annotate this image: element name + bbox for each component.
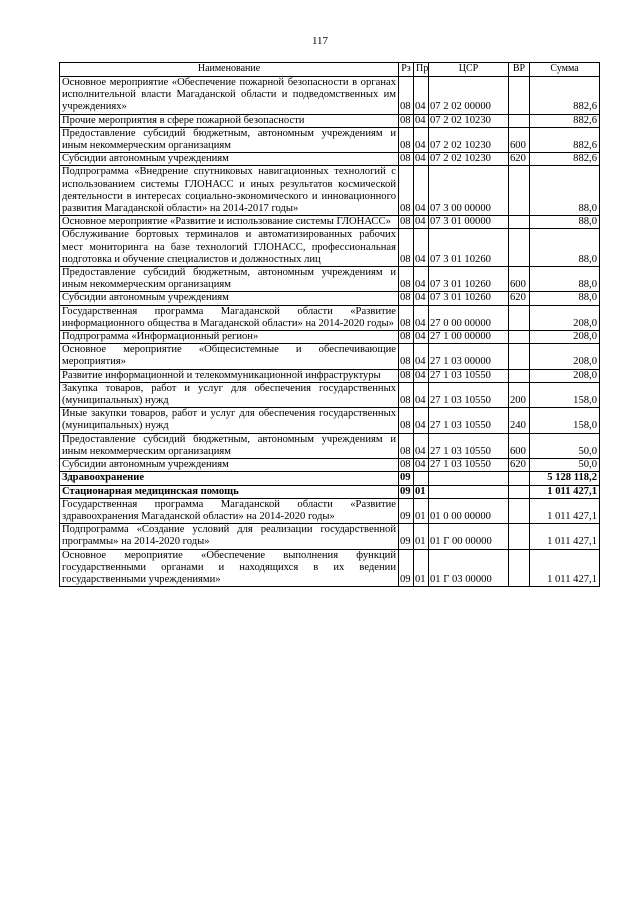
row-vr-cell [509,305,530,330]
header-vr: ВР [509,63,530,77]
row-pr-cell: 04 [414,267,429,292]
row-vr-cell [509,485,530,498]
row-sum-cell: 1 011 427,1 [530,524,600,549]
row-csr-cell: 07 2 02 00000 [429,77,509,115]
row-vr-cell: 200 [509,382,530,407]
header-pr: Пр [414,63,429,77]
row-name-cell: Основное мероприятие «Развитие и использование системы ГЛОНАСС» [60,216,399,229]
row-vr-cell: 240 [509,408,530,433]
row-rz-cell: 08 [399,166,414,216]
row-name-cell: Стационарная медицинская помощь [60,485,399,498]
table-row [60,433,600,458]
row-csr-cell: 01 0 00 00000 [429,498,509,523]
row-pr-cell: 04 [414,229,429,267]
table-row [60,408,600,433]
row-sum-cell: 158,0 [530,408,600,433]
row-name-cell: Предоставление субсидий бюджетным, автономным учреждениям и иным некоммерческим организациям [60,127,399,152]
row-vr-cell: 600 [509,127,530,152]
row-rz-cell: 08 [399,114,414,127]
row-sum-cell: 1 011 427,1 [530,549,600,587]
table-row [60,331,600,344]
row-pr-cell: 04 [414,382,429,407]
row-rz-cell: 08 [399,127,414,152]
header-rz: Рз [399,63,414,77]
row-csr-cell: 07 2 02 10230 [429,127,509,152]
table-row [60,498,600,523]
row-pr-cell: 04 [414,433,429,458]
row-name-cell: Закупка товаров, работ и услуг для обеспечения государственных (муниципальных) нужд [60,382,399,407]
row-name-cell: Обслуживание бортовых терминалов и автоматизированных рабочих мест мониторинга на базе технологий ГЛОНАСС, профессиональная подготовка и обучение специалистов и должностных лиц [60,229,399,267]
table-row [60,524,600,549]
row-csr-cell [429,472,509,485]
row-rz-cell: 08 [399,153,414,166]
table-row [60,472,600,485]
row-vr-cell [509,229,530,267]
row-sum-cell: 88,0 [530,166,600,216]
row-rz-cell: 08 [399,344,414,369]
table-row [60,382,600,407]
row-csr-cell: 27 1 03 10550 [429,433,509,458]
row-csr-cell: 07 3 01 10260 [429,292,509,305]
table-header-row [60,63,600,77]
row-vr-cell: 620 [509,459,530,472]
row-csr-cell: 07 2 02 10230 [429,153,509,166]
table-row [60,166,600,216]
row-sum-cell: 882,6 [530,77,600,115]
row-name-cell: Подпрограмма «Создание условий для реализации государственной программы» на 2014-2020 годы» [60,524,399,549]
row-vr-cell [509,524,530,549]
row-sum-cell: 208,0 [530,305,600,330]
row-pr-cell: 04 [414,77,429,115]
row-csr-cell: 27 1 00 00000 [429,331,509,344]
table-row [60,127,600,152]
row-vr-cell [509,114,530,127]
row-rz-cell: 09 [399,485,414,498]
row-sum-cell: 882,6 [530,153,600,166]
row-sum-cell: 882,6 [530,127,600,152]
row-csr-cell: 01 Г 03 00000 [429,549,509,587]
row-csr-cell: 01 Г 00 00000 [429,524,509,549]
row-name-cell: Субсидии автономным учреждениям [60,153,399,166]
row-vr-cell [509,216,530,229]
row-csr-cell: 07 2 02 10230 [429,114,509,127]
row-rz-cell: 09 [399,472,414,485]
row-vr-cell [509,369,530,382]
table-row [60,369,600,382]
table-row [60,305,600,330]
row-rz-cell: 08 [399,433,414,458]
header-csr: ЦСР [429,63,509,77]
row-csr-cell: 27 1 03 00000 [429,344,509,369]
row-sum-cell: 1 011 427,1 [530,485,600,498]
table-row [60,77,600,115]
row-vr-cell [509,77,530,115]
row-pr-cell: 04 [414,305,429,330]
row-sum-cell: 1 011 427,1 [530,498,600,523]
row-csr-cell: 27 1 03 10550 [429,408,509,433]
table-row [60,292,600,305]
row-csr-cell: 07 3 01 10260 [429,229,509,267]
row-csr-cell: 07 3 01 10260 [429,267,509,292]
row-pr-cell: 04 [414,331,429,344]
row-name-cell: Иные закупки товаров, работ и услуг для обеспечения государственных (муниципальных) нужд [60,408,399,433]
row-rz-cell: 08 [399,408,414,433]
row-pr-cell: 04 [414,216,429,229]
table-row [60,216,600,229]
row-rz-cell: 08 [399,382,414,407]
row-sum-cell: 88,0 [530,229,600,267]
row-pr-cell: 01 [414,498,429,523]
row-name-cell: Основное мероприятие «Обеспечение пожарной безопасности в органах исполнительной власти Магаданской области и подведомственных им учреждениях» [60,77,399,115]
page-number: 117 [311,35,329,47]
row-pr-cell [414,472,429,485]
row-sum-cell: 158,0 [530,382,600,407]
row-pr-cell: 04 [414,166,429,216]
row-rz-cell: 09 [399,549,414,587]
row-pr-cell: 04 [414,408,429,433]
row-csr-cell: 27 1 03 10550 [429,369,509,382]
row-pr-cell: 04 [414,153,429,166]
row-sum-cell: 208,0 [530,344,600,369]
table-row [60,459,600,472]
row-rz-cell: 08 [399,229,414,267]
row-sum-cell: 5 128 118,2 [530,472,600,485]
table-row [60,344,600,369]
row-pr-cell: 01 [414,524,429,549]
row-pr-cell: 04 [414,114,429,127]
row-name-cell: Основное мероприятие «Обеспечение выполнения функций государственными органами и находящихся в их ведении государственными учреждениями» [60,549,399,587]
row-csr-cell [429,485,509,498]
row-csr-cell: 07 3 00 00000 [429,166,509,216]
row-vr-cell [509,344,530,369]
row-pr-cell: 04 [414,292,429,305]
row-sum-cell: 88,0 [530,292,600,305]
row-name-cell: Развитие информационной и телекоммуникационной инфраструктуры [60,369,399,382]
row-name-cell: Здравоохранение [60,472,399,485]
row-name-cell: Подпрограмма «Информационный регион» [60,331,399,344]
row-vr-cell [509,166,530,216]
row-csr-cell: 27 1 03 10550 [429,459,509,472]
row-rz-cell: 08 [399,369,414,382]
row-name-cell: Предоставление субсидий бюджетным, автономным учреждениям и иным некоммерческим организациям [60,267,399,292]
table-row [60,485,600,498]
table-row [60,267,600,292]
table-row [60,229,600,267]
row-vr-cell: 620 [509,292,530,305]
row-csr-cell: 27 0 00 00000 [429,305,509,330]
row-vr-cell [509,549,530,587]
row-pr-cell: 04 [414,459,429,472]
budget-table [59,62,600,587]
row-name-cell: Основное мероприятие «Общесистемные и обеспечивающие мероприятия» [60,344,399,369]
row-name-cell: Государственная программа Магаданской области «Развитие здравоохранения Магаданской области» на 2014-2020 годы» [60,498,399,523]
row-sum-cell: 88,0 [530,216,600,229]
row-rz-cell: 08 [399,77,414,115]
row-rz-cell: 08 [399,216,414,229]
row-name-cell: Субсидии автономным учреждениям [60,292,399,305]
row-rz-cell: 08 [399,292,414,305]
row-name-cell: Предоставление субсидий бюджетным, автономным учреждениям и иным некоммерческим организациям [60,433,399,458]
row-pr-cell: 01 [414,549,429,587]
row-pr-cell: 01 [414,485,429,498]
row-rz-cell: 08 [399,459,414,472]
row-csr-cell: 27 1 03 10550 [429,382,509,407]
row-vr-cell: 620 [509,153,530,166]
row-name-cell: Государственная программа Магаданской области «Развитие информационного общества в Магаданской области» на 2014-2020 годы» [60,305,399,330]
row-rz-cell: 08 [399,267,414,292]
row-csr-cell: 07 3 01 00000 [429,216,509,229]
row-rz-cell: 08 [399,331,414,344]
row-sum-cell: 50,0 [530,459,600,472]
row-vr-cell [509,472,530,485]
row-vr-cell: 600 [509,433,530,458]
table-row [60,153,600,166]
row-pr-cell: 04 [414,344,429,369]
row-sum-cell: 208,0 [530,331,600,344]
row-vr-cell [509,331,530,344]
row-sum-cell: 50,0 [530,433,600,458]
row-rz-cell: 09 [399,524,414,549]
row-sum-cell: 208,0 [530,369,600,382]
row-sum-cell: 882,6 [530,114,600,127]
row-rz-cell: 09 [399,498,414,523]
header-sum: Сумма [530,63,600,77]
row-rz-cell: 08 [399,305,414,330]
row-name-cell: Прочие мероприятия в сфере пожарной безопасности [60,114,399,127]
row-pr-cell: 04 [414,369,429,382]
table-row [60,549,600,587]
row-pr-cell: 04 [414,127,429,152]
row-name-cell: Субсидии автономным учреждениям [60,459,399,472]
row-name-cell: Подпрограмма «Внедрение спутниковых навигационных технологий с использованием системы ГЛОНАСС и иных результатов космической деятельности в интересах социально-экономического и инновационного развития Магаданской области» на 2014-2017 годы» [60,166,399,216]
row-vr-cell: 600 [509,267,530,292]
table-row [60,114,600,127]
row-vr-cell [509,498,530,523]
row-sum-cell: 88,0 [530,267,600,292]
header-name: Наименование [60,63,399,77]
